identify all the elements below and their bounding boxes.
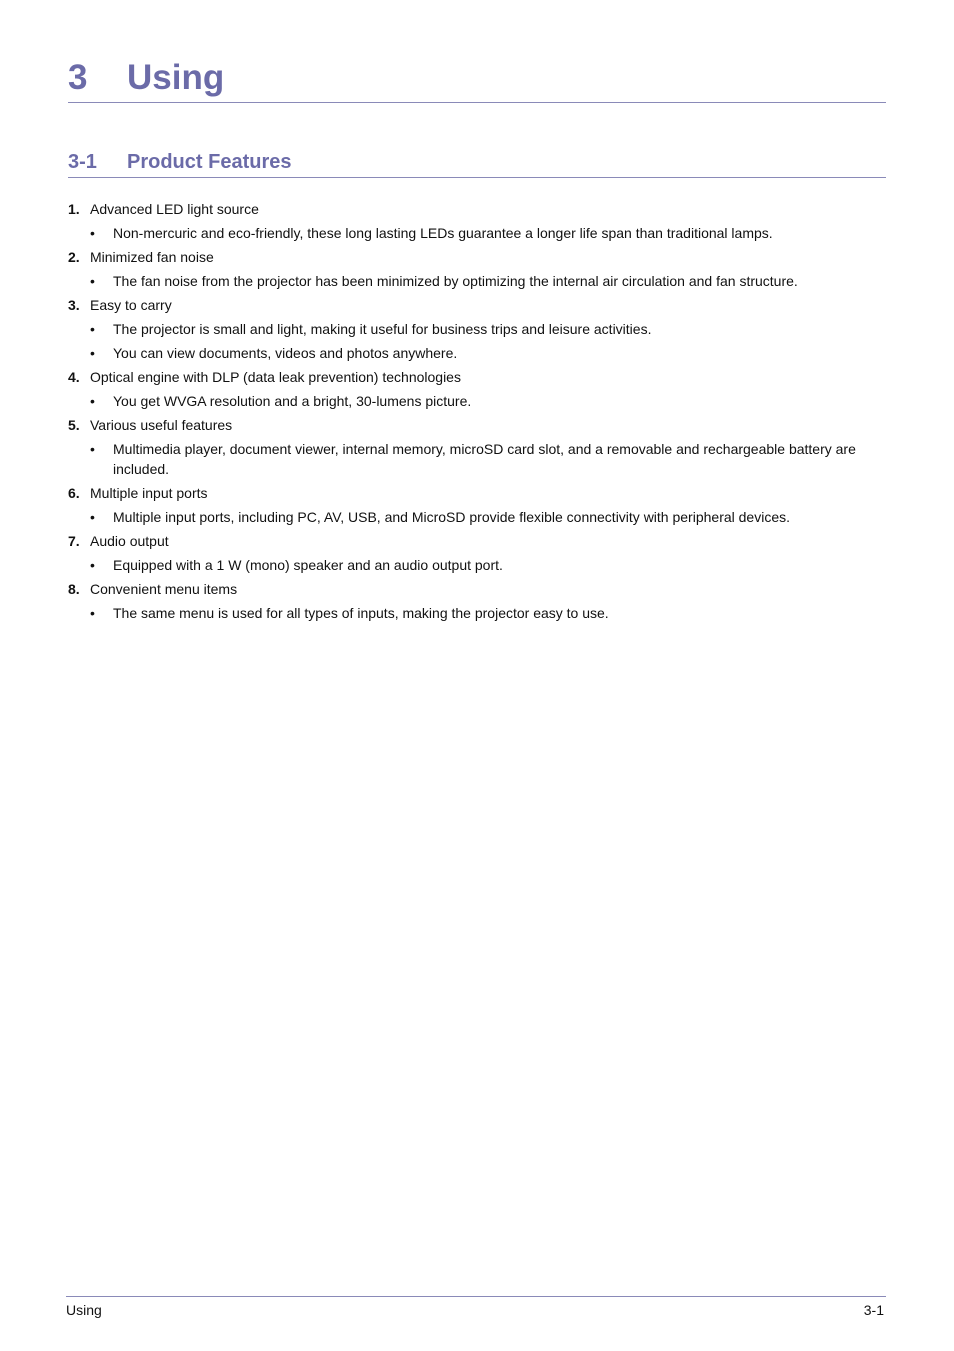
feature-number: 4. — [68, 369, 80, 385]
section-heading — [68, 148, 886, 178]
chapter-number: 3 — [68, 58, 88, 97]
feature-heading — [68, 483, 886, 503]
feature-title: Convenient menu items — [90, 581, 238, 597]
page-footer — [66, 1296, 886, 1318]
feature-heading — [68, 531, 886, 551]
feature-bullet — [68, 319, 886, 339]
bullet-text: Equipped with a 1 W (mono) speaker and an audio output port. — [113, 557, 503, 573]
feature-heading — [68, 199, 886, 219]
bullet-icon: • — [90, 321, 95, 337]
bullet-icon: • — [90, 345, 95, 361]
feature-item — [68, 247, 886, 291]
feature-heading — [68, 367, 886, 387]
feature-title: Advanced LED light source — [90, 201, 259, 217]
feature-item — [68, 483, 886, 527]
feature-bullet — [68, 439, 886, 479]
feature-bullet — [68, 507, 886, 527]
chapter-heading — [68, 56, 886, 103]
feature-heading — [68, 247, 886, 267]
bullet-icon: • — [90, 441, 95, 457]
feature-number: 2. — [68, 249, 80, 265]
feature-title: Minimized fan noise — [90, 249, 214, 265]
bullet-icon: • — [90, 225, 95, 241]
feature-title: Multiple input ports — [90, 485, 208, 501]
feature-heading — [68, 295, 886, 315]
bullet-text: The fan noise from the projector has been minimized by optimizing the internal air circulation and fan structure. — [113, 273, 798, 289]
bullet-text: The projector is small and light, making it useful for business trips and leisure activities. — [113, 321, 652, 337]
bullet-text: Non-mercuric and eco-friendly, these long lasting LEDs guarantee a longer life span than traditional lamps. — [113, 225, 773, 241]
feature-item — [68, 367, 886, 411]
feature-item — [68, 295, 886, 363]
bullet-icon: • — [90, 273, 95, 289]
bullet-icon: • — [90, 393, 95, 409]
feature-number: 8. — [68, 581, 80, 597]
feature-bullet — [68, 555, 886, 575]
feature-number: 7. — [68, 533, 80, 549]
feature-item — [68, 415, 886, 479]
feature-title: Optical engine with DLP (data leak prevention) technologies — [90, 369, 461, 385]
feature-number: 1. — [68, 201, 80, 217]
chapter-title: Using — [127, 58, 225, 97]
feature-item — [68, 199, 886, 243]
feature-title: Audio output — [90, 533, 169, 549]
feature-number: 3. — [68, 297, 80, 313]
bullet-text: Multiple input ports, including PC, AV, USB, and MicroSD provide flexible connectivity with peripheral devices. — [113, 509, 790, 525]
section-title: Product Features — [127, 151, 292, 173]
feature-heading — [68, 415, 886, 435]
footer-chapter-name: Using — [66, 1302, 102, 1318]
feature-title: Various useful features — [90, 417, 233, 433]
bullet-icon: • — [90, 605, 95, 621]
feature-heading — [68, 579, 886, 599]
feature-list — [68, 199, 886, 627]
bullet-text: The same menu is used for all types of inputs, making the projector easy to use. — [113, 605, 609, 621]
feature-bullet — [68, 391, 886, 411]
feature-bullet — [68, 603, 886, 623]
bullet-icon: • — [90, 509, 95, 525]
bullet-text: Multimedia player, document viewer, internal memory, microSD card slot, and a removable and rechargeable battery are included. — [113, 441, 856, 477]
feature-item — [68, 531, 886, 575]
section-number: 3-1 — [68, 151, 97, 173]
feature-item — [68, 579, 886, 623]
feature-number: 6. — [68, 485, 80, 501]
bullet-text: You get WVGA resolution and a bright, 30-lumens picture. — [113, 393, 472, 409]
feature-number: 5. — [68, 417, 80, 433]
feature-title: Easy to carry — [90, 297, 172, 313]
feature-bullet — [68, 343, 886, 363]
feature-bullet — [68, 271, 886, 291]
footer-page-number: 3-1 — [863, 1302, 884, 1318]
feature-bullet — [68, 223, 886, 243]
bullet-icon: • — [90, 557, 95, 573]
bullet-text: You can view documents, videos and photos anywhere. — [113, 345, 458, 361]
